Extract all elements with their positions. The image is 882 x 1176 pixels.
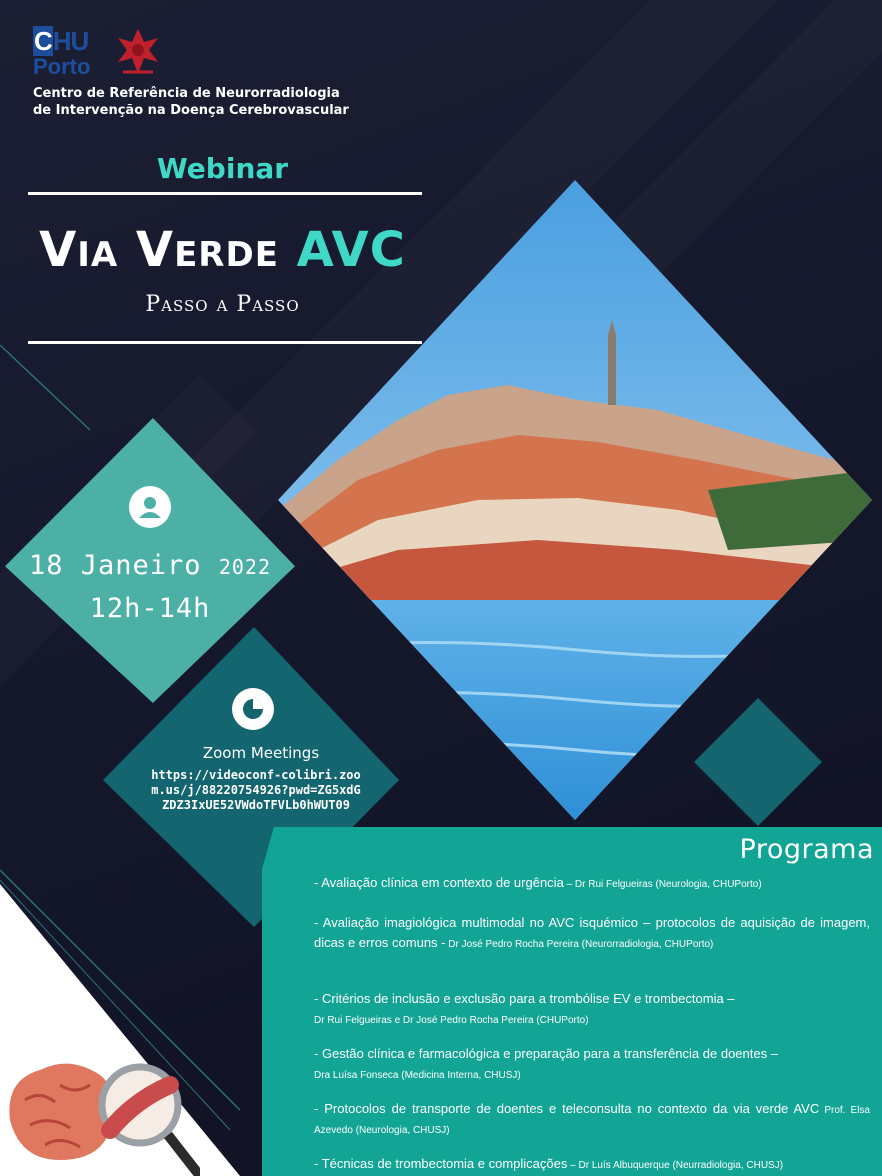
program-item: - Protocolos de transporte de doentes e teleconsulta no contexto da via verde AVC Prof. Elsa Azevedo (Neurologia, CHUSJ): [314, 1101, 870, 1136]
zoom-meeting-link[interactable]: https://videoconf-colibri.zoom.us/j/88220754926?pwd=ZG5xdGZDZ3IxUE52VWdoTFVLb0hWUT09: [151, 768, 361, 812]
clock-icon: [232, 688, 274, 730]
page-subtitle: Passo a Passo: [145, 292, 300, 317]
page-title: Via Verde AVC: [39, 222, 406, 278]
zoom-meetings-label: Zoom Meetings: [202, 744, 320, 762]
person-icon: [129, 486, 171, 528]
event-time: 12h-14h: [89, 593, 211, 624]
divider-top: [28, 192, 422, 195]
program-item: - Avaliação clínica em contexto de urgência – Dr Rui Felgueiras (Neurologia, CHUPorto): [314, 875, 762, 890]
cross-emblem-icon: [115, 26, 161, 78]
webinar-label: Webinar: [156, 152, 289, 185]
logo-porto-text: Porto: [33, 54, 91, 79]
brain-magnifier-icon: [0, 1030, 200, 1176]
chu-porto-logo: [33, 26, 173, 80]
program-item: - Avaliação imagiológica multimodal no AVC isquémico – protocolos de aquisição de imagem, dicas e erros comuns - Dr José Pedro Rocha Pereira (Neurorradiologia, CHUPorto): [314, 915, 870, 950]
reference-center-name: Centro de Referência de Neurorradiologia de Intervenção na Doença Cerebrovascular: [33, 86, 349, 118]
program-item: - Critérios de inclusão e exclusão para a trombólise EV e trombectomia – Dr Rui Felgueiras e Dr José Pedro Rocha Pereira (CHUPorto): [314, 991, 735, 1026]
event-date: 18 Janeiro 2022: [29, 550, 271, 581]
divider-bottom: [28, 341, 422, 344]
logo-chu-text: CHU: [34, 26, 89, 56]
program-title: Programa: [739, 834, 874, 865]
program-item: - Gestão clínica e farmacológica e preparação para a transferência de doentes – Dra Luísa Fonseca (Medicina Interna, CHUSJ): [314, 1046, 778, 1081]
program-item: - Técnicas de trombectomia e complicações – Dr Luís Albuquerque (Neurradiologia, CHUSJ): [314, 1156, 784, 1171]
